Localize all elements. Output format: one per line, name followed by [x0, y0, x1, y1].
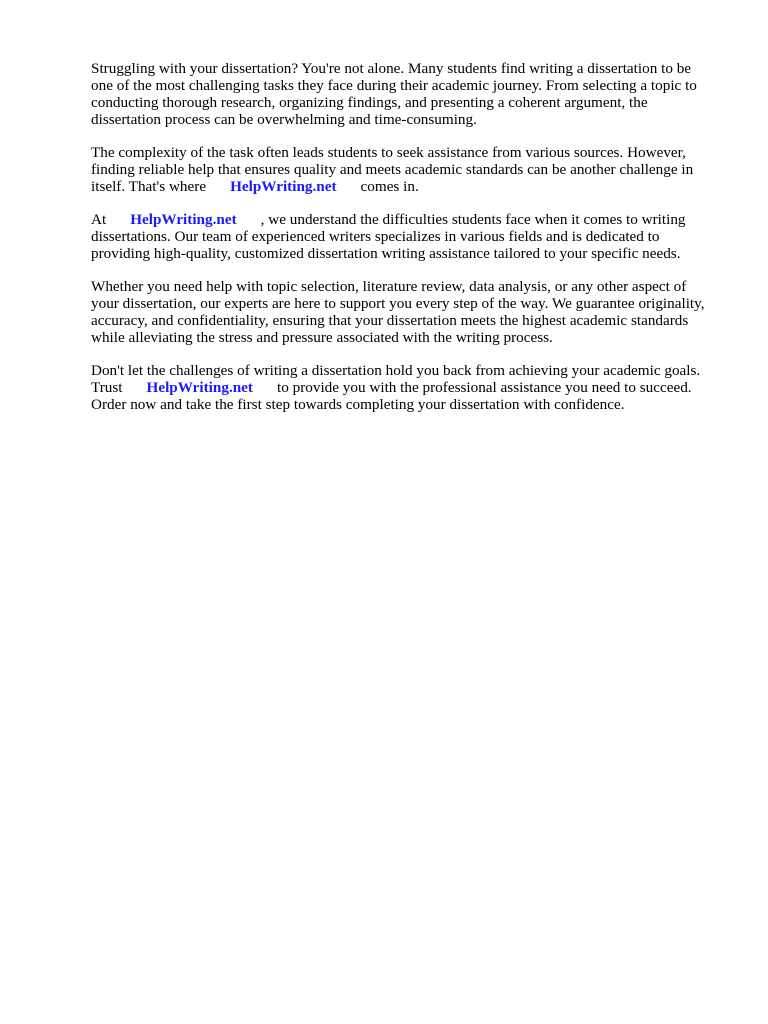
- text-fragment: Trust: [91, 379, 123, 396]
- document-page: [91, 60, 731, 429]
- text-line-with-link: [91, 211, 731, 228]
- text-line: finding reliable help that ensures quality and meets academic standards can be another challenge in: [91, 161, 694, 178]
- text-line: while alleviating the stress and pressure associated with the writing process.: [91, 329, 553, 346]
- text-fragment: At: [91, 211, 107, 228]
- text-line: Order now and take the first step towards completing your dissertation with confidence.: [91, 396, 625, 413]
- text-fragment: comes in.: [360, 178, 419, 195]
- text-line: The complexity of the task often leads students to seek assistance from various sources. However,: [91, 144, 686, 161]
- text-line: Whether you need help with topic selection, literature review, data analysis, or any other aspect of: [91, 278, 687, 295]
- text-line: dissertations. Our team of experienced writers specializes in various fields and is dedicated to: [91, 228, 660, 245]
- paragraph-complexity: [91, 144, 731, 195]
- text-line: Don't let the challenges of writing a dissertation hold you back from achieving your academic goals.: [91, 362, 701, 379]
- helpwriting-link[interactable]: HelpWriting.net: [146, 379, 253, 396]
- text-line: providing high-quality, customized dissertation writing assistance tailored to your specific needs.: [91, 245, 681, 262]
- text-line-with-link: [91, 379, 731, 396]
- text-line: one of the most challenging tasks they face during their academic journey. From selecting a topic to: [91, 77, 697, 94]
- helpwriting-link[interactable]: HelpWriting.net: [130, 211, 237, 228]
- text-fragment: , we understand the difficulties students face when it comes to writing: [260, 211, 686, 228]
- paragraph-understanding: [91, 211, 731, 262]
- paragraph-intro: [91, 60, 731, 128]
- text-line: Struggling with your dissertation? You're not alone. Many students find writing a dissertation to be: [91, 60, 692, 77]
- text-line: dissertation process can be overwhelming and time-consuming.: [91, 111, 477, 128]
- text-line: your dissertation, our experts are here to support you every step of the way. We guarantee originality,: [91, 295, 705, 312]
- paragraph-services: [91, 278, 731, 346]
- helpwriting-link[interactable]: HelpWriting.net: [230, 178, 337, 195]
- text-line-with-link: [91, 178, 731, 195]
- text-fragment: to provide you with the professional assistance you need to succeed.: [277, 379, 692, 396]
- paragraph-closing: [91, 362, 731, 413]
- text-fragment: itself. That's where: [91, 178, 207, 195]
- text-line: conducting thorough research, organizing findings, and presenting a coherent argument, the: [91, 94, 648, 111]
- text-line: accuracy, and confidentiality, ensuring that your dissertation meets the highest academic standards: [91, 312, 689, 329]
